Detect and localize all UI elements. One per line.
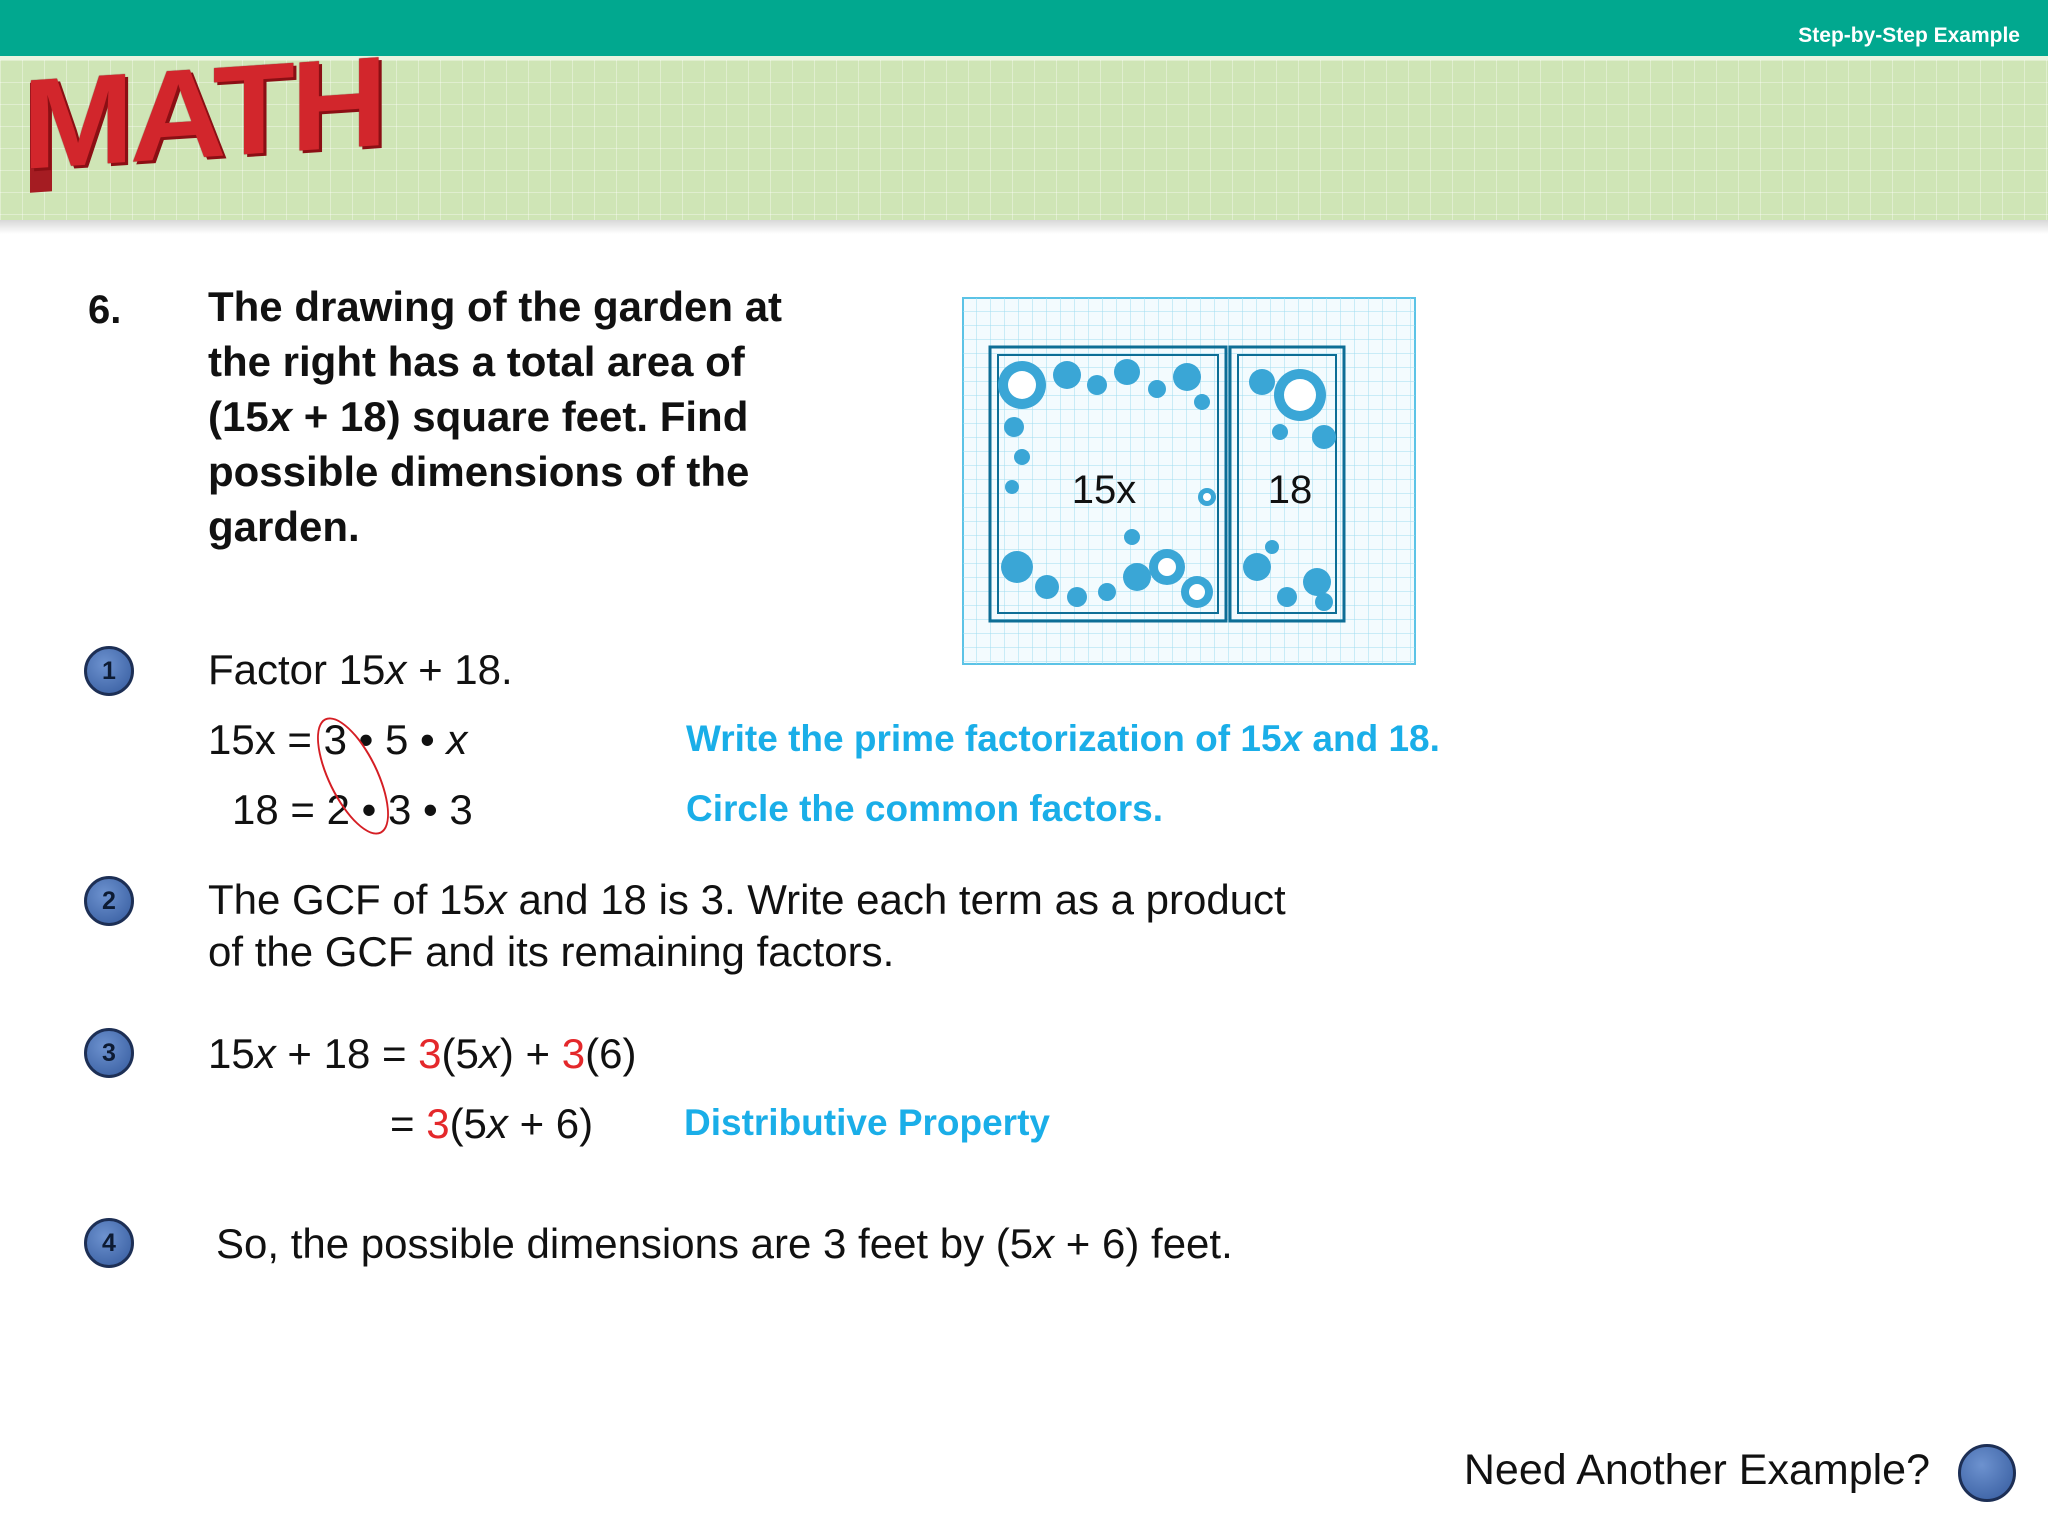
step-1-title: Factor 15x + 18. [208, 646, 513, 693]
mode-label: Step-by-Step Example [1798, 24, 2020, 47]
problem-statement [208, 279, 908, 554]
problem-number: 6. [88, 288, 122, 332]
step-1-equation-15x: 15x = 3 • 5 • x [208, 716, 468, 763]
step-2-line-1: The GCF of 15x and 18 is 3. Write each term as a product [208, 876, 1286, 923]
right-area-label: 18 [1267, 468, 1313, 512]
step-4-button[interactable]: 4 [84, 1218, 134, 1268]
problem-line: garden. [208, 503, 360, 550]
left-area-label: 15x [1071, 468, 1137, 512]
banner-shadow [0, 220, 2048, 234]
garden-diagram [962, 297, 1416, 665]
problem-line: the right has a total area of [208, 338, 745, 385]
problem-line: The drawing of the garden at [208, 283, 783, 330]
step-3-hint-distributive: Distributive Property [684, 1102, 1050, 1143]
problem-line: possible dimensions of the [208, 448, 750, 495]
step-3-equation-1: 15x + 18 = 3(5x) + 3(6) [208, 1030, 637, 1077]
step-3-equation-2: = 3(5x + 6) [390, 1100, 594, 1147]
step-1-hint-circle: Circle the common factors. [686, 788, 1164, 829]
step-1-hint-factorization: Write the prime factorization of 15x and 18. [686, 718, 1440, 759]
step-1-button[interactable]: 1 [84, 646, 134, 696]
problem-line: (15x + 18) square feet. Find [208, 393, 749, 440]
step-1-equation-18: 18 = 2 • 3 • 3 [232, 786, 473, 833]
step-3-button[interactable]: 3 [84, 1028, 134, 1078]
math-logo: MATH [22, 29, 384, 197]
need-another-example-button[interactable] [1958, 1444, 2016, 1502]
step-2-button[interactable]: 2 [84, 876, 134, 926]
step-2-line-2: of the GCF and its remaining factors. [208, 928, 895, 975]
need-another-example-label: Need Another Example? [1463, 1446, 1930, 1494]
step-4-conclusion: So, the possible dimensions are 3 feet by (5x + 6) feet. [216, 1220, 1233, 1267]
